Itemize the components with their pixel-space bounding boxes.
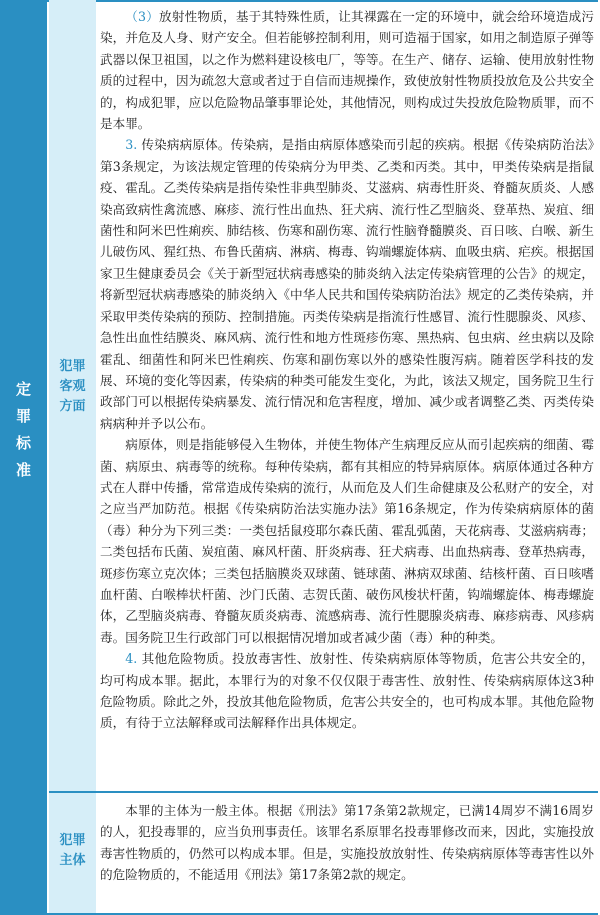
main-category-label — [0, 376, 47, 484]
paragraph-number: （3） — [125, 9, 160, 24]
paragraph-text: 本罪的主体为一般主体。根据《刑法》第17条第2款规定，已满14周岁不满16周岁的人，犯投毒罪的，应当负刑事责任。该罪名系原罪名投毒罪修改而来，因此，实施投放毒害性物质的，仍然可以构成本罪。但是，实施投放放射性、传染病病原体等毒害性以外的危险物质的，不能适用《刑法》第17条第2款的规定。 — [100, 803, 594, 883]
paragraph — [100, 434, 594, 648]
main-category-char: 标 — [15, 434, 31, 452]
objective-content — [100, 6, 594, 734]
subcategory-cell-subject — [49, 793, 96, 913]
subject-content — [100, 800, 594, 886]
subtitle-line: 犯罪 — [59, 359, 86, 374]
main-category-char: 定 — [15, 380, 31, 398]
paragraph-number: 3. — [125, 137, 138, 153]
main-category-char: 罪 — [15, 407, 31, 425]
paragraph-number: 4. — [125, 651, 138, 667]
subtitle-line: 犯罪 — [59, 833, 86, 848]
paragraph-text: 其他危险物质。投放毒害性、放射性、传染病病原体等物质，危害公共安全的，均可构成本罪。据此，本罪行为的对象不仅仅限于毒害性、放射性、传染病病原体这3种危险物质。除此之外，投放其他危险物质，危害公共安全的，也可构成本罪。其他危险物质，有待于立法解释或司法解释作出具体规定。 — [100, 651, 595, 731]
row-divider — [49, 791, 598, 793]
subtitle-line: 方面 — [59, 399, 86, 414]
paragraph — [100, 134, 594, 434]
subtitle-line: 客观 — [59, 379, 86, 394]
main-category-char: 准 — [15, 461, 31, 479]
paragraph-text: 病原体，则是指能够侵入生物体，并使生物体产生病理反应从而引起疾病的细菌、霉菌、病原虫、病毒等的统称。每种传染病，都有其相应的特异病原体。病原体通过各种方式在人群中传播，常常造成传染病的流行，从而危及人们生命健康及公私财产的安全，对之应当严加防范。根据《传染病防治法实施办法》第16条规定，作为传染病病原体的菌（毒）种分为下列三类：一类包括鼠疫耶尔森氏菌、霍乱弧菌，天花病毒、艾滋病病毒；二类包括布氏菌、炭疽菌、麻风杆菌、肝炎病毒、狂犬病毒、出血热病毒、登革热病毒，斑疹伤寒立克次体；三类包括脑膜炎双球菌、链球菌、淋病双球菌、结核杆菌、百日咳嗜血杆菌、白喉棒状杆菌、沙门氏菌、志贺氏菌、破伤风梭状杆菌，钩端螺旋体、梅毒螺旋体，乙型脑炎病毒、脊髓灰质炎病毒、流感病毒、流行性腮腺炎病毒、麻疹病毒、风疹病毒。国务院卫生行政部门可以根据情况增加或者减少菌（毒）种的种类。 — [100, 437, 594, 645]
paragraph-text: 传染病病原体。传染病，是指由病原体感染而引起的疾病。根据《传染病防治法》第3条规定，为该法规定管理的传染病分为甲类、乙类和丙类。其中，甲类传染病是指鼠疫、霍乱。乙类传染病是指传染性非典型肺炎、艾滋病、病毒性肝炎、脊髓灰质炎、人感染高致病性禽流感、麻疹、流行性出血热、狂犬病、流行性乙型脑炎、登革热、炭疽、细菌性和阿米巴性痢疾、肺结核、伤寒和副伤寒、流行性脑脊髓膜炎、百日咳、白喉、新生儿破伤风、猩红热、布鲁氏菌病、淋病、梅毒、钩端螺旋体病、血吸虫病、疟疾。根据国家卫生健康委员会《关于新型冠状病毒感染的肺炎纳入法定传染病管理的公告》的规定，将新型冠状病毒感染的肺炎纳入《中华人民共和国传染病防治法》规定的乙类传染病，并采取甲类传染病的预防、控制措施。丙类传染病是指流行性感冒、流行性腮腺炎、风疹、急性出血性结膜炎、麻风病、流行性和地方性斑疹伤寒、黑热病、包虫病、丝虫病以及除霍乱、细菌性和阿米巴性痢疾、伤寒和副伤寒以外的感染性腹泻病。随着医学科技的发展、环境的变化等因素，传染病的种类可能发生变化，为此，该法又规定，国务院卫生行政部门可以根据传染病暴发、流行情况和危害程度，增加、减少或者调整乙类、丙类传染病病种并予以公布。 — [100, 137, 594, 431]
main-category-column — [0, 0, 47, 913]
subcategory-title-subject — [49, 831, 96, 871]
paragraph — [100, 648, 594, 734]
subtitle-line: 主体 — [59, 853, 86, 868]
subcategory-title-objective — [49, 357, 96, 417]
paragraph-text: 放射性物质，基于其特殊性质，让其裸露在一定的环境中，就会给环境造成污染，并危及人身、财产安全。但若能够控制利用，则可造福于国家，如用之制造原子弹等武器以保卫祖国，以之作为燃料建设核电厂，等等。在生产、储存、运输、使用放射性物质的过程中，因为疏忽大意或者过于自信而违规操作，致使放射性物质投放危及公共安全的，构成犯罪，应以危险物品肇事罪论处，其他情况，则构成过失投放危险物质罪，而不是本罪。 — [100, 9, 595, 132]
paragraph — [100, 6, 594, 134]
subcategory-cell-objective — [49, 0, 96, 791]
paragraph — [100, 800, 594, 886]
